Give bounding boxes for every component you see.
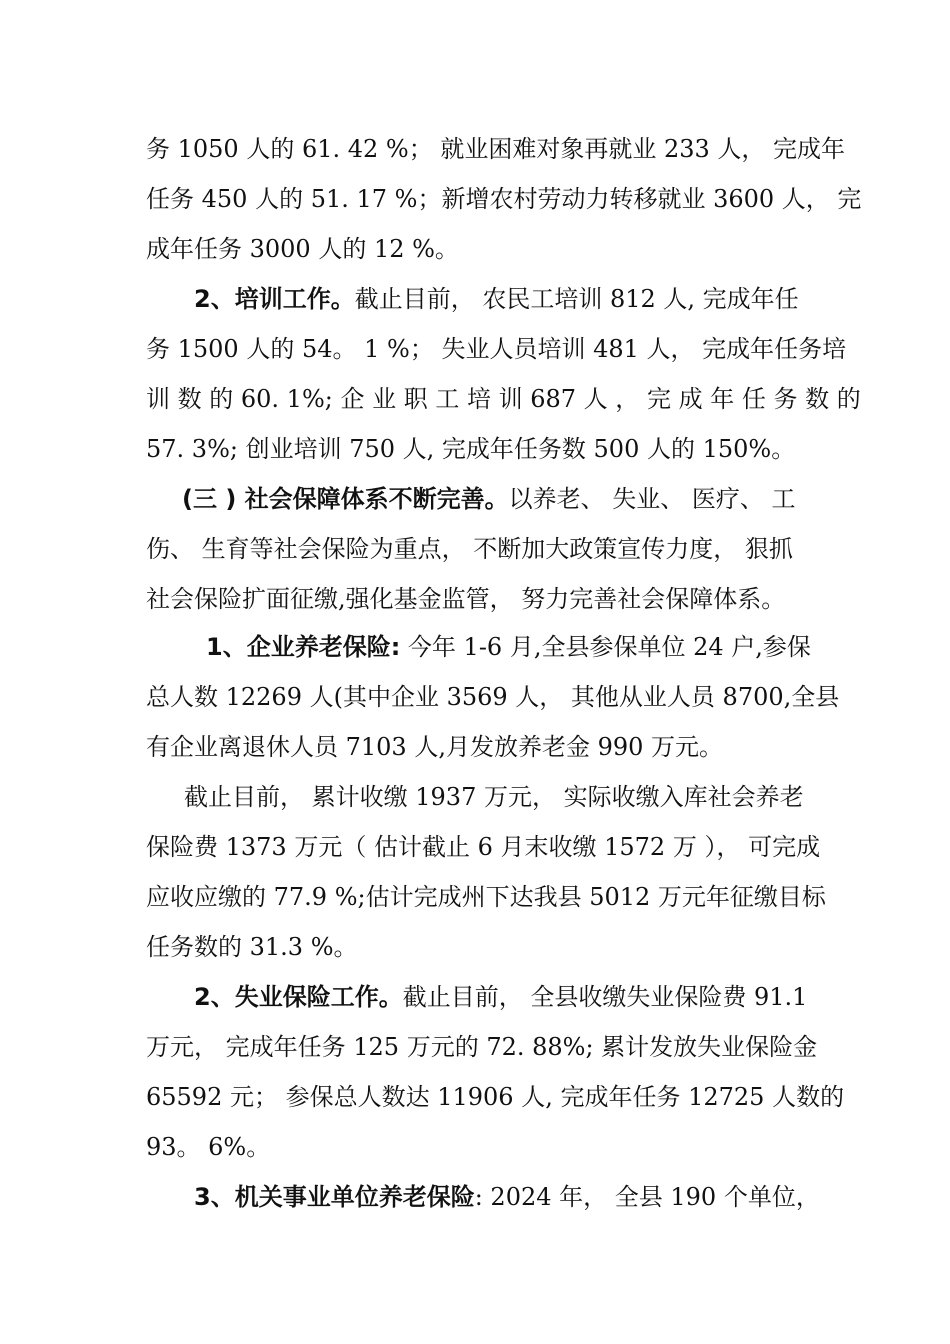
text-line: 成年任务 3000 人的 12 %。 (146, 235, 459, 263)
section-heading: 1、企业养老保险: (206, 633, 401, 661)
paragraph-enterprise-pension (146, 622, 840, 772)
paragraph-unemployment-insurance (146, 972, 845, 1172)
text-line: 社会保险扩面征缴,强化基金监管， 努力完善社会保障体系。 (146, 585, 786, 613)
text-line: 应收应缴的 77.9 %;估计完成州下达我县 5012 万元年征缴目标 (146, 883, 826, 911)
text-line (146, 274, 822, 324)
paragraph-pension-collection (146, 772, 826, 972)
section-heading: 2、培训工作。 (194, 285, 355, 313)
text-line (146, 972, 822, 1022)
text-line: 训 数 的 60. 1%; 企 业 职 工 培 训 687 人 ， 完 成 年 任 务 数 的 (146, 385, 861, 413)
paragraph-employment-tail (146, 124, 862, 274)
text-line: 务 1500 人的 54。 1 %； 失业人员培训 481 人， 完成年任务培 (146, 335, 847, 363)
text-span: 以养老、 失业、 医疗、 工 (508, 485, 796, 513)
text-span: 截止目前， 全县收缴失业保险费 91.1 (402, 983, 808, 1011)
text-line: 任务 450 人的 51. 17 %；新增农村劳动力转移就业 3600 人， 完 (146, 185, 862, 213)
text-line: 伤、 生育等社会保险为重点， 不断加大政策宣传力度， 狠抓 (146, 535, 793, 563)
text-line: 有企业离退休人员 7103 人,月发放养老金 990 万元。 (146, 733, 724, 761)
text-span: 今年 1-6 月,全县参保单位 24 户,参保 (400, 633, 811, 661)
text-line: 总人数 12269 人(其中企业 3569 人， 其他从业人员 8700,全县 (146, 683, 840, 711)
text-line: 任务数的 31.3 %。 (146, 933, 358, 961)
text-line (146, 1172, 822, 1222)
text-line: 万元， 完成年任务 125 万元的 72. 88%; 累计发放失业保险金 (146, 1033, 818, 1061)
text-span: 截止目前， 农民工培训 812 人, 完成年任 (354, 285, 799, 313)
text-line: 65592 元； 参保总人数达 11906 人, 完成年任务 12725 人数的 (146, 1083, 845, 1111)
paragraph-social-security (146, 474, 822, 624)
text-line: 93。 6%。 (146, 1133, 271, 1161)
section-heading: (三 ) 社会保障体系不断完善。 (182, 485, 509, 513)
text-line (146, 474, 822, 524)
text-span: : 2024 年， 全县 190 个单位， (474, 1183, 820, 1211)
section-heading: 2、失业保险工作。 (194, 983, 403, 1011)
paragraph-institution-pension (146, 1172, 822, 1222)
text-line: 保险费 1373 万元（ 估计截止 6 月末收缴 1572 万 ）， 可完成 (146, 833, 821, 861)
text-line (146, 622, 822, 672)
text-line: 务 1050 人的 61. 42 %； 就业困难对象再就业 233 人， 完成年 (146, 135, 846, 163)
text-line: 截止目前， 累计收缴 1937 万元， 实际收缴入库社会养老 (184, 783, 804, 811)
text-line: 57. 3%; 创业培训 750 人, 完成年任务数 500 人的 150%。 (146, 435, 796, 463)
paragraph-training (146, 274, 861, 474)
section-heading: 3、机关事业单位养老保险 (194, 1183, 475, 1211)
